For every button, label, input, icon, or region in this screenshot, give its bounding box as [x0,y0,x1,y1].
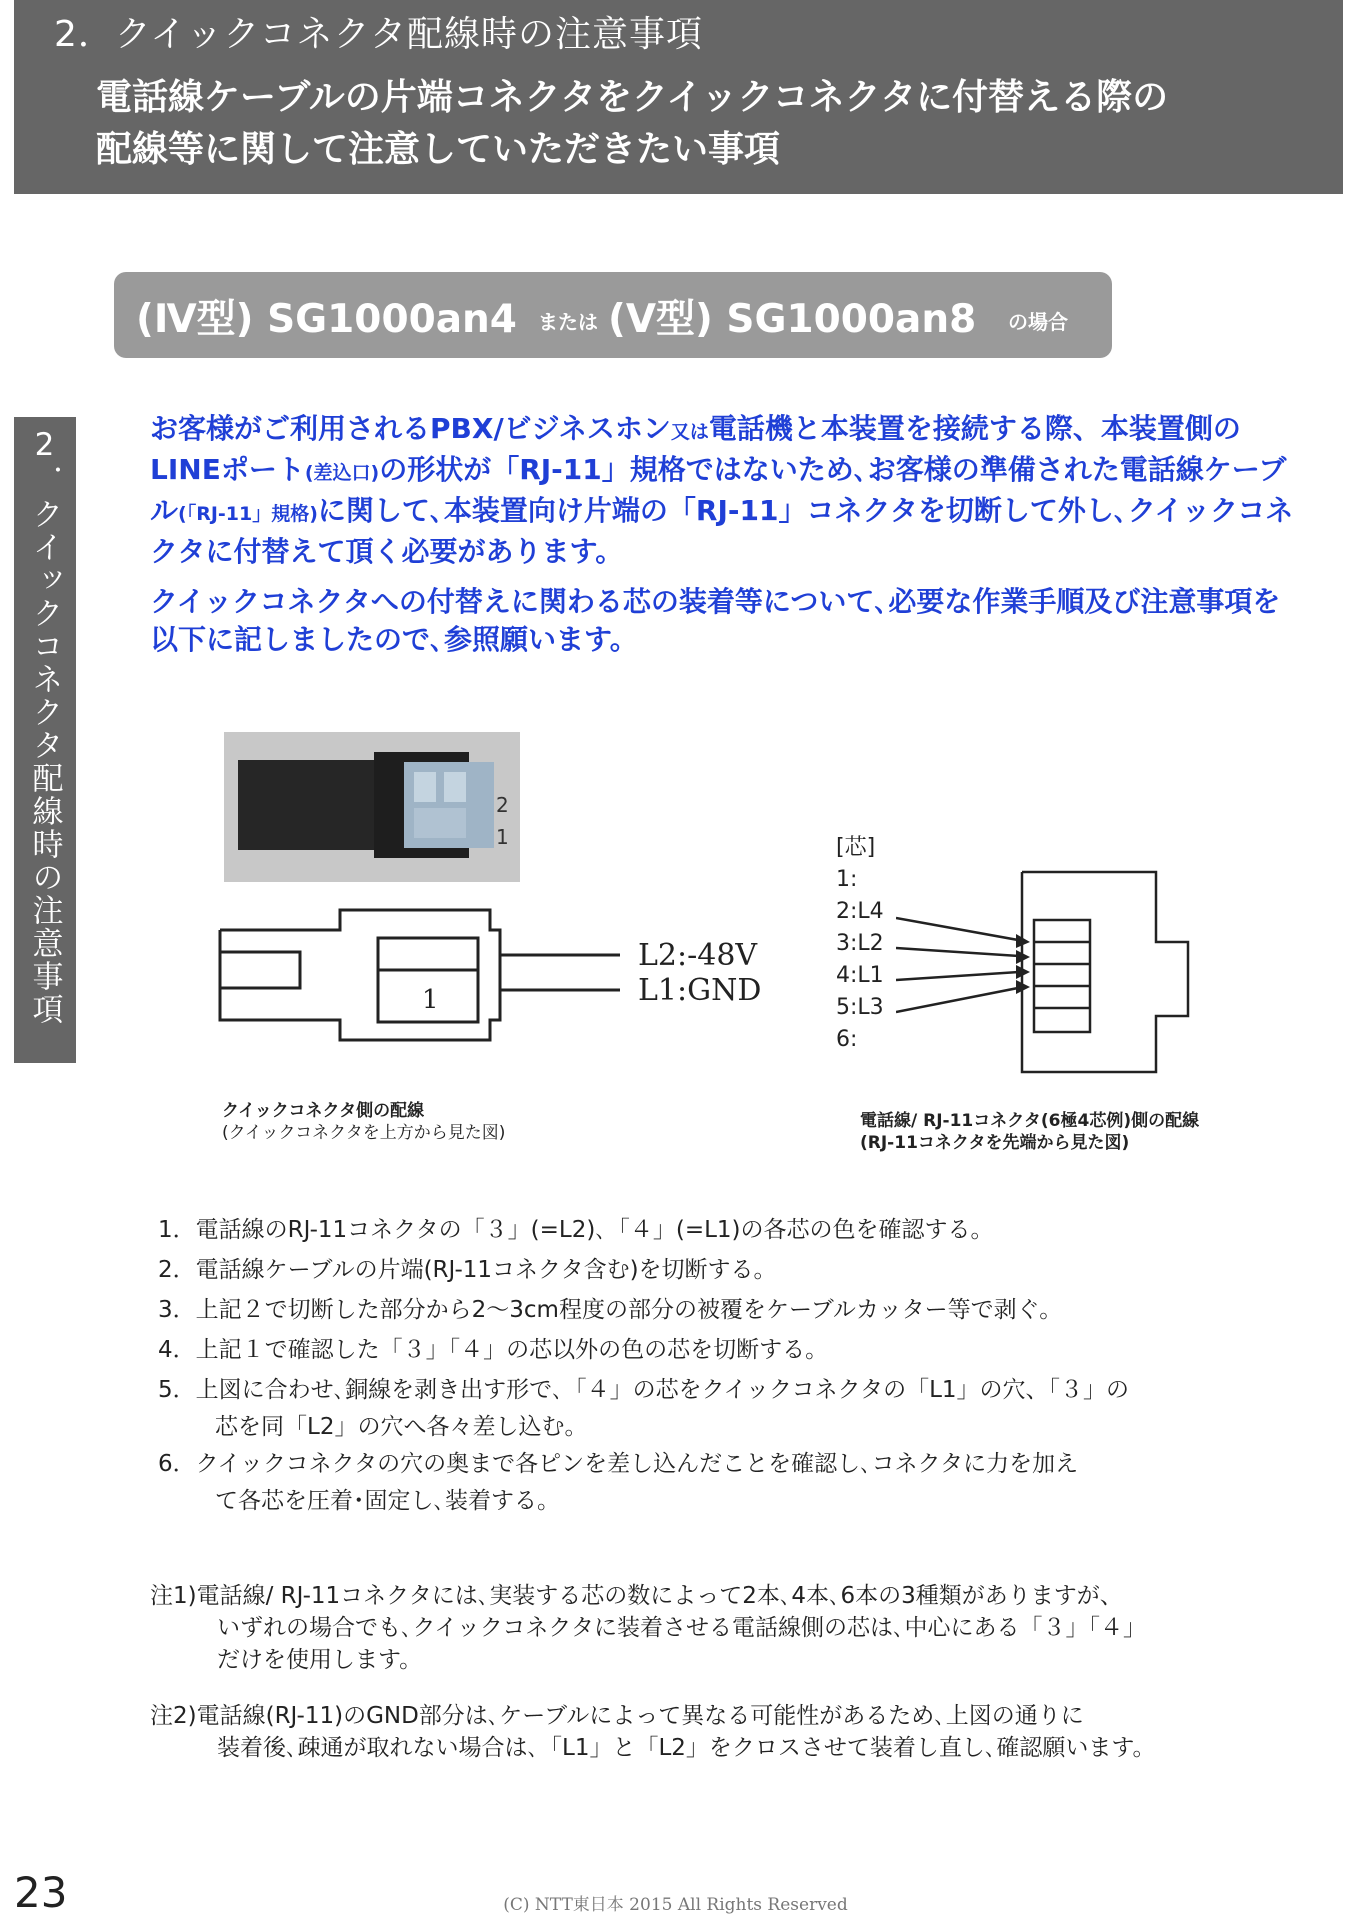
pin-list-header: [芯] [836,835,876,860]
pin-3: 3:L2 [836,931,884,956]
photo-label-2: 2 [496,793,509,817]
step-5: 5．上図に合わせ､銅線を剥き出す形で､「４」の芯をクイックコネクタの「L1」の穴、「３」の [158,1377,1130,1403]
pin-6: 6: [836,1027,858,1052]
note-1: 注1)電話線/ RJ-11コネクタには､実装する芯の数によって2本､4本､6本の3種類がありますが、 [150,1583,1123,1609]
pin-5: 5:L3 [836,995,884,1020]
step-6-cont: て各芯を圧着･固定し､装着する。 [215,1488,560,1514]
photo-label-1: 1 [496,825,509,849]
intro-paragraph-1 [150,410,1300,571]
model-banner [114,272,1112,358]
intro-text-b: 又は [670,421,709,443]
l1-label: L1:GND [638,973,762,1008]
section-title: 2．クイックコネクタ配線時の注意事項 [54,14,703,55]
left-caption-sub: (クイックコネクタを上方から見た図) [222,1123,506,1143]
note-1-cont: いずれの場合でも､クイックコネクタに装着させる電話線側の芯は､中心にある「３」「４」 [217,1615,1146,1641]
intro-text-g: に関して､本装置向け片端の「RJ-11」コネクタを切断して外し､クイックコネクタに付替えて頂く必要があります。 [150,494,1294,568]
note-2: 注2)電話線(RJ-11)のGND部分は､ケーブルによって異なる可能性があるため､上図の通りに [150,1703,1084,1729]
intro-text-a: お客様がご利用されるPBX/ビジネスホン [150,412,671,445]
intro-paragraph-2: クイックコネクタへの付替えに関わる芯の装着等について､必要な作業手順及び注意事項を以下に記しましたので､参照願います。 [150,585,1281,656]
slot-label: 1 [422,985,439,1015]
or-label: または [538,310,598,334]
copyright: (C) NTT東日本 2015 All Rights Reserved [503,1895,848,1915]
quick-connector-photo [224,732,520,882]
quick-connector-wiring-diagram [210,900,770,1060]
l2-label: L2:-48V [638,938,758,973]
step-5-cont: 芯を同「L2」の穴へ各々差し込む。 [215,1414,588,1440]
model2-label: (Ⅴ型) SG1000an8 [608,297,977,342]
right-caption [860,1110,1199,1154]
right-caption-line1: 電話線/ RJ-11コネクタ(6極4芯例)側の配線 [860,1111,1200,1131]
step-2: 2．電話線ケーブルの片端(RJ-11コネクタ含む)を切断する。 [158,1257,777,1283]
rj11-connector-diagram [896,868,1196,1078]
step-4: 4．上記１で確認した「３」「４」の芯以外の色の芯を切断する。 [158,1337,829,1363]
right-caption-line2: (RJ-11コネクタを先端から見た図) [860,1133,1130,1153]
intro-text-e: の形状が「RJ-11」規格ではないため､お客様の準備された電話線ケーブル [150,453,1287,527]
side-chapter-tab: 2．クイックコネクタ配線時の注意事項 [14,417,76,1063]
left-caption-title: クイックコネクタ側の配線 [222,1101,425,1121]
left-caption [222,1100,505,1144]
note-1-cont2: だけを使用します。 [217,1647,423,1673]
notes [150,1580,1330,1764]
suffix-label: の場合 [1008,310,1068,334]
intro-text-c: 電話機と本装置を接続する際、本装置側のLINEポート [150,412,1241,486]
model1-label: (Ⅳ型) SG1000an4 [136,297,517,342]
quick-connector-photo-drawing [224,732,520,882]
pin-2: 2:L4 [836,899,884,924]
procedure-steps [158,1210,1318,1518]
note-2-cont: 装着後､疎通が取れない場合は､「L1」と「L2」をクロスさせて装着し直し､確認願います。 [217,1735,1156,1761]
page-title-line1: 電話線ケーブルの片端コネクタをクイックコネクタに付替える際の [96,77,1169,118]
page-title-line2: 配線等に関して注意していただきたい事項 [96,129,781,170]
intro-text-d: (差込口) [304,462,380,484]
page-number: 23 [14,1868,68,1917]
page-title [96,72,1336,176]
intro-text [150,410,1300,671]
intro-text-f: (「RJ-11」規格) [178,503,318,525]
step-3: 3．上記２で切断した部分から2～3cm程度の部分の被覆をケーブルカッター等で剥ぐ。 [158,1297,1063,1323]
step-6: 6．クイックコネクタの穴の奥まで各ピンを差し込んだことを確認し､コネクタに力を加え [158,1451,1079,1477]
header-banner [14,0,1343,194]
pin-list [836,832,884,1056]
pin-4: 4:L1 [836,963,884,988]
step-1: 1．電話線のRJ-11コネクタの「３」(=L2)､「４」(=L1)の各芯の色を確認する。 [158,1217,994,1243]
pin-1: 1: [836,867,858,892]
